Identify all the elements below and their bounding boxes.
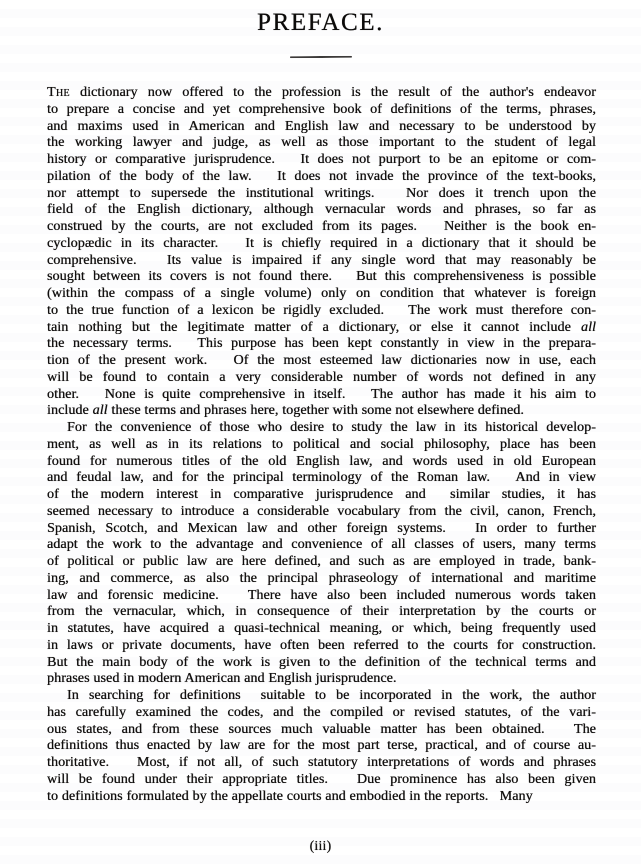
text-line: will be found to contain a very considerable number of words not defined in any <box>47 368 596 385</box>
para-1 <box>47 84 596 419</box>
text-line: pilation of the body of the law. It does not invade the province of the text-books, <box>47 167 596 184</box>
text-line: thoritative. Most, if not all, of such statutory interpretations of words and phrases <box>47 754 596 770</box>
text-line: sought between its covers is not found there. But this comprehensiveness is possible <box>47 268 596 285</box>
text-line: In searching for definitions suitable to be incorporated in the work, the author <box>67 687 596 703</box>
text-line: tain nothing but the legitimate matter of a dictionary, or else it cannot include all <box>47 318 596 335</box>
text-line: and feudal law, and for the principal terminology of the Roman law. And in view <box>47 469 596 486</box>
page-folio: (iii) <box>309 838 332 853</box>
text-line: of the modern interest in comparative jurisprudence and similar studies, it has <box>47 486 596 502</box>
text-line: of political or public law are here defined, and such as are employed in trade, bank- <box>47 553 596 569</box>
text-line: the necessary terms. This purpose has been kept constantly in view in the prepara- <box>47 335 596 352</box>
text-line: law and forensic medicine. There have also been included numerous words taken <box>47 586 596 603</box>
text-line: definitions thus enacted by law are for the most part terse, practical, and of course au- <box>47 737 596 754</box>
text-line: (within the compass of a single volume) only on condition that whatever is foreign <box>47 285 596 301</box>
text-line: include all these terms and phrases here, together with some not elsewhere defined. <box>47 402 524 419</box>
text-line: other. None is quite comprehensive in itself. The author has made it his aim to <box>47 385 596 402</box>
text-line: history or comparative jurisprudence. It does not purport to be an epitome or com- <box>47 151 596 167</box>
text-line: from the vernacular, which, in consequence of their interpretation by the courts or <box>47 603 596 620</box>
text-line: field of the English dictionary, although vernacular words and phrases, so far as <box>47 201 596 218</box>
para-2 <box>47 419 596 687</box>
emphasised-word: all <box>580 318 596 335</box>
title-divider-rule <box>289 56 351 58</box>
preface-body <box>47 84 596 804</box>
text-line: But the main body of the work is given to the definition of the technical terms and <box>47 653 596 670</box>
paragraph-list <box>47 84 596 804</box>
text-line: nor attempt to supersede the institutional writings. Nor does it trench upon the <box>47 184 596 201</box>
text-line: For the convenience of those who desire to study the law in its historical develop- <box>67 419 596 435</box>
text-line: ous states, and from these sources much valuable matter has been obtained. The <box>47 720 596 737</box>
text-line: to prepare a concise and yet comprehensive book of definitions of the terms, phrases, <box>47 100 596 117</box>
text-line: to definitions formulated by the appellate courts and embodied in the reports. Many <box>47 787 533 804</box>
text-line: has carefully examined the codes, and the compiled or revised statutes, of the vari- <box>47 703 596 720</box>
text-line: construed by the courts, are not excluded from its pages. Neither is the book en- <box>47 218 596 234</box>
text-line: ing, and commerce, as also the principal phraseology of international and maritime <box>47 569 596 586</box>
text-line: cyclopædic in its character. It is chiefly required in a dictionary that it should be <box>47 234 596 251</box>
text-line: in statutes, have acquired a quasi-technical meaning, or which, being frequently used <box>47 620 596 636</box>
emphasised-word: all <box>92 402 108 419</box>
para-3 <box>47 687 596 804</box>
page-title: PREFACE. <box>257 9 384 36</box>
text-line: The dictionary now offered to the profession is the result of the author's endeavor <box>47 84 596 100</box>
title-block <box>0 8 641 58</box>
text-line: phrases used in modern American and English jurisprudence. <box>47 670 397 687</box>
text-line: seemed necessary to introduce a considerable vocabulary from the civil, canon, French, <box>47 502 596 519</box>
text-line: comprehensive. Its value is impaired if any single word that may reasonably be <box>47 251 596 268</box>
text-line: Spanish, Scotch, and Mexican law and other foreign systems. In order to further <box>47 519 596 536</box>
text-line: will be found under their appropriate titles. Due prominence has also been given <box>47 770 596 787</box>
text-line: found for numerous titles of the old English law, and words used in old European <box>47 452 596 469</box>
text-line: to the true function of a lexicon be rigidly excluded. The work must therefore con- <box>47 301 596 318</box>
text-line: the working lawyer and judge, as well as those important to the student of legal <box>47 134 596 151</box>
text-line: tion of the present work. Of the most esteemed law dictionaries now in use, each <box>47 352 596 368</box>
text-line: and maxims used in American and English law and necessary to be understood by <box>47 117 596 134</box>
text-line: adapt the work to the advantage and convenience of all classes of users, many terms <box>47 536 596 553</box>
text-line: ment, as well as in its relations to political and social philosophy, place has been <box>47 435 596 452</box>
text-line: in laws or private documents, have often been referred to the courts for construction. <box>47 636 596 653</box>
opening-small-caps: The <box>47 84 70 100</box>
